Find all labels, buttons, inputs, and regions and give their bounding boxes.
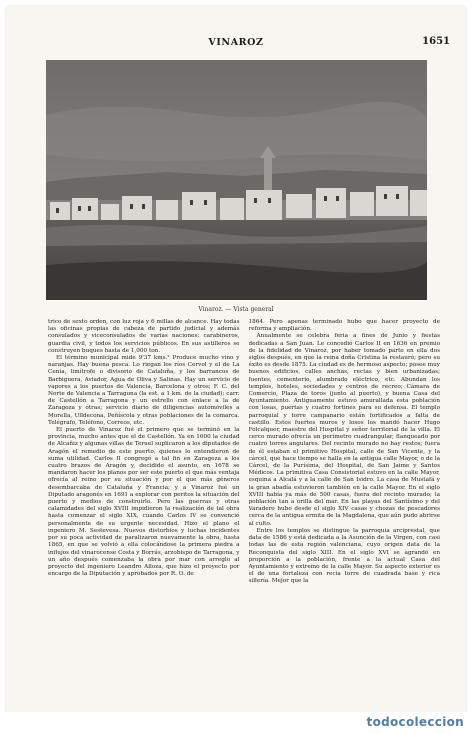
paragraph: Anualmente se celebra feria a fines de Junio y fiestas dedicadas a San Juan. Le concedió Carlos II en 1636 en premio de la fidelidad de Vinaroz, por haber tomado parte en ella dos siglos después, en que la reina doña Cristina la restauró; pero su éxito es desde 1875. La ciudad es de hermoso aspecto; posee muy buenos edificios, calles anchas, rectas y bien urbanizadas; fuentes, cementerio, alumbrado eléctrico, etc. Abundan los templos, hoteles, sociedades y centros de recreo; Cámara de Comercio, Plaza de toros (junto al puerto), y buena Casa del Ayuntamiento. Antiguamente estuvo amurallada esta población con losas, puertas y cuatro fortines para su defensa. El templo parroquial y torre campanario están fortificados a falta de castillo. Estos fuertes muros y losos los mandó hacer Hugo Folcalquer, maestre del Hospital y señor territorial de la villa. El cerco murado ofrecía un perímetro cuadrangular, flanqueado por cuatro torres angulares. Del recinto murado no hay restos; fuera de él estaban el primitivo Hospital, calle de San Vicente, y la cárcel, que hace tiempo se halla en la antigua calle Mayor, o de la Cárcel, de la Purísima, del Hospital, de San Jaime y Santos Médicos. La primitiva Casa Consistorial estuvo en la calle Mayor, esquina a Alcalá y a la calle de San Isidro. La casa de Mustafá y la gran abadía estuvieron también en la calle Mayor. En el siglo XVIII había ya más de 500 casas, fuera del recinto murado; la población tan a orilla del mar. En las playas del Santísimo y del Varadero hubo desde el siglo XIV casas y chozas de pescadores cerca de la antigua ermita de la Magdalena, que aún pudo abrirse al culto.: [248, 333, 440, 527]
paragraph: 1864. Pero apenas terminado hubo que hacer proyecto de reforma y ampliación.: [248, 319, 440, 333]
paragraph: El puerto de Vinaroz fué el primero que se terminó en la provincia, mucho antes que el de Castellón. Ya en 1600 la ciudad de Alcañiz y algunas villas de Teruel suplicaron a los diputados de Aragón el remedio de este puerto, quienes lo entendieron de suma utilidad. Carlos II congregó a tal fin en Zaragoza a los cuatro brazos de Aragón y, decidido el asunto, en 1678 se mandaron hacer los planos por ser este puerto el que más ventaja ofrecía al reino por su situación y por el que más géneros desembarcaba de Cataluña y Francia; y a Vinaroz fué un Diputado aragonés en 1691 a explorar con peritos la situación del puerto y medios de construirlo. Pero las guerras y otras calamidades del siglo XVIII impidieron la realización de tal obra hasta comenzar el siglo XIX, cuando Carlos IV se convenció personalmente de su urgente necesidad. Hizo el plano el ingeniero M. Sestevesa. Nuevos disturbios y luchas incidentes por su poca actividad de paralizaron nuevamente la obra, hasta 1865, en que se volvió a ella colocándose la primera piedra a influjos del vinarocense Costa y Borrás, arzobispo de Tarragona, y un año después comenzaba la obra por mar con arreglo al proyecto del ingeniero Leandro Alloza, que hizo el proyecto por encargo de la Diputación y aprobados por R. O. de: [48, 427, 240, 578]
paragraph: El término municipal mide 9'37 kms.² Produce mucho vino y naranjas. Hay buena pesca. Lo riegan los ríos Cervol y el de La Cenia, limítrofe o divisorio de Cataluña, y los barrancos de Barbiguera, Aviador, Agua de Oliva y Salinas. Hay un servicio de vapores a los puertos de Valencia, Barcelona y otros; F. C. del Norte de Valencia a Tarragona (la est. a 1 km. de la ciudad); carr. de Castellón a Tarragona y un estrello con enlace a la de Zaragoza y otras; servicio diario de diligencias automóviles a Morella, Ulldecona, Peñíscola y otras poblaciones de la comarca. Telégrafo, Teléfono, Correos, etc.: [48, 355, 240, 426]
right-column: [249, 319, 441, 711]
figure-caption: Vinaroz. — Vista general: [198, 306, 274, 313]
watermark-logo: todocoleccion: [366, 715, 464, 729]
text-columns: [48, 319, 440, 711]
page-number: 1651: [422, 36, 450, 47]
document-page: [6, 6, 466, 712]
town-photograph: [46, 60, 427, 300]
paragraph: Entre los templos se distingue la parroquia arciprestal, que data de 1586 y está dedicada a la Asunción de la Virgen, con casi todas las de esta región valenciana, cuyo origen data de la Reconquista del siglo XIII. En el siglo XVI se agrandó en proporción a la población, frente a la actual Casa del Ayuntamiento y extremo de la calle Mayor. Su aspecto exterior es el de una fortaleza con recia torre de cuadrada base y rica sillería. Mejor que la: [248, 527, 440, 585]
running-title: VINAROZ: [208, 37, 264, 48]
left-column: [48, 319, 240, 711]
paragraph: trico de sexto orden, con luz roja y 6 millas de alcance. Hay todas las oficinas propias de cabeza de partido judicial y además consulados y viceconsulados de varias naciones; carabineros, guardia civil, y todos los servicios públicos. En sus astilleros se construyen buques hasta de 1,000 ton.: [48, 319, 240, 354]
